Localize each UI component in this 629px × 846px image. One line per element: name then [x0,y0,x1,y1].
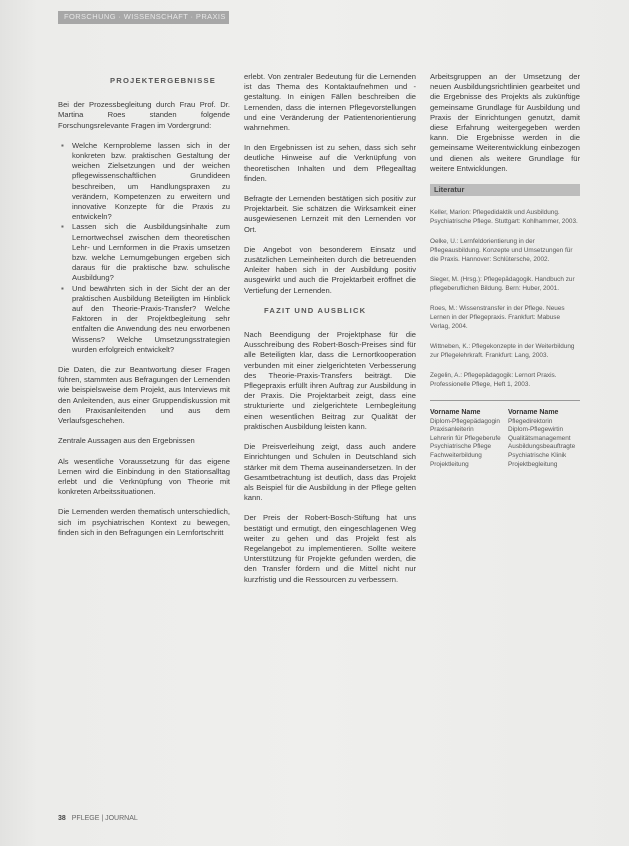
paragraph: Befragte der Lernenden bestätigen sich positiv zur Projektarbeit. Sie schätzen die Wirksamkeit einer ausgewiesenen Lernzeit mit den Lernenden vor Ort. [244,194,416,234]
author-line: Pflegedirektorin [508,417,553,425]
author-box [430,409,502,469]
heading-projektergebnisse: PROJEKTERGEBNISSE [110,76,217,85]
literature-entry: Roes, M.: Wissenstransfer in der Pflege. Neues Lernen in der Pflegepraxis. Frankfurt: Mabuse Verlag, 2004. [430,305,565,331]
author-line: Diplom-Pflegewirtin [508,426,564,434]
author-name: Vorname Name [430,409,481,417]
list-item: ▪ Und bewährten sich in der Sicht der an der praktischen Ausbildung Beteiligten im Hinblick auf den Theorie-Praxis-Transfer? Welche Faktoren in der Projektbegleitung sehr entfalten die Anwendung des neu erworbenen Wissens? Welche Umsetzungsstrategien wurden erfolgreich entwickelt? [72,284,230,355]
paragraph: Die Daten, die zur Beantwortung dieser Fragen führen, stammten aus Befragungen der Lernenden wie beispielsweise dem Projekt, aus Interviews mit den Anleitenden, aus einer Gruppendiskussion mit den Praxisanleitenden und aus dem Verlaufsgeschehen. [58,365,230,426]
literature-entry: Oelke, U.: Lernfeldorientierung in der Pflegeausbildung. Konzepte und Umsetzungen für die Praxis. Hannover: Schlütersche, 2002. [430,238,573,264]
author-line: Projektleitung [430,460,469,468]
paragraph: Als wesentliche Voraussetzung für das eigene Lernen wird die Einbindung in den Stationsalltag erlebt und die Verknüpfung von Theorie mit konkreten Arbeitssituationen. [58,456,230,497]
column-3 [430,72,580,469]
journal-name: PFLEGE | JOURNAL [71,815,138,822]
paragraph: Arbeitsgruppen an der Umsetzung der neuen Ausbildungsrichtlinien gearbeitet und die Ergebnisse des Projekts als zukünftige gemeinsame Grundlage für Ausbildung und Praxis der Einrichtungen genutzt, damit diese Erfahrung weitergegeben werden kann. Die Ergebnisse werden in die gemeinsame Weiterentwicklung einbezogen und dienen als weitere Grundlage für weitere Entwicklungen. [430,72,580,173]
author-box [508,409,580,469]
paragraph: Die Angebot von besonderem Einsatz und zusätzlichen Lerneinheiten durch die betreuenden Anleiter haben sich in der Ausbildung positiv ausgewirkt und auch die Projektarbeit eröffnet die Vertiefung der Lernenden. [244,244,416,295]
literature-entry: Keller, Marion: Pflegedidaktik und Ausbildung. Psychiatrische Pflege. Stuttgart: Kohlhammer, 2003. [430,209,578,226]
paragraph: Der Preis der Robert-Bosch-Stiftung hat uns bestätigt und ermutigt, den eingeschlagenen Weg weiter zu gehen und das Projekt fest als Regelangebot zu implementieren. Sollte weitere Unterstützung für Projekte gefunden werden, die den Transfer fördern und die Mittel nicht nur kurzfristig und die Ressourcen zu verbessern. [244,513,416,584]
author-line: Psychiatrische Pflege [430,443,492,451]
page-number: 38 [58,815,66,822]
divider [430,400,580,401]
author-line: Projektbegleitung [508,460,558,468]
author-line: Diplom-Pflegepädagogin [430,417,500,425]
section-header-label: FORSCHUNG · WISSENSCHAFT · PRAXIS [64,12,226,21]
column-2 [244,72,416,595]
list-item: ▪ Lassen sich die Ausbildungsinhalte zum Lernortwechsel zwischen dem theoretischen Lehr- und Lernformen in die Praxis umsetzen bzw. welche Lernumgebungen ergeben sich daraus für die praktische bzw. schulische Ausbildung? [72,222,230,283]
author-line: Qualitätsmanagement [508,434,571,442]
paragraph: Die Preisverleihung zeigt, dass auch andere Einrichtungen und Schulen in Deutschland sich stärker mit dem Thema auseinandersetzen. In der Gesamtbetrachtung ist deutlich, dass das Projekt als Beispiel für die Ausbildung in der Pflege gelten kann. [244,442,416,503]
column-1 [58,76,230,548]
subheading: Zentrale Aussagen aus den Ergebnissen [58,436,195,446]
author-name: Vorname Name [508,409,559,417]
literature-heading: Literatur [434,185,465,195]
heading-fazit: FAZIT UND AUSBLICK [264,305,367,315]
paragraph: Bei der Prozessbegleitung durch Frau Prof. Dr. Martina Roes standen folgende Forschungsrelevante Fragen im Vordergrund: [58,100,230,130]
literature-entry: Wittneben, K.: Pflegekonzepte in der Weiterbildung zur Pflegelehrkraft. Frankfurt: Lang, 2003. [430,343,575,360]
paragraph: erlebt. Von zentraler Bedeutung für die Lernenden ist das Thema des Kontaktaufnehmen und -gestaltung. In einigen Fällen beschreiben die Lernenden, dass die internen Pflegevorstellungen und eine Veränderung der Patientenorientierung wahrnehmen. [244,72,416,133]
author-line: Fachweiterbildung [430,452,482,459]
page-footer [58,815,138,822]
list-item: ▪ Welche Kernprobleme lassen sich in der konkreten bzw. praktischen Gestaltung der weichen Zielsetzungen und der weichen pflegewissenschaftlichen Grundideen beschreiben, um Handlungspraxen zu verändern, Kompetenzen zu erweitern und innovative Konzepte für die Praxis zu entwickeln? [72,141,230,223]
literature-header-bar [430,184,580,196]
paragraph: Die Lernenden werden thematisch unterschiedlich, sich im psychiatrischen Kontext zu bewegen, finden sich in den Befragungen ein Lernfortschritt [58,507,230,537]
question-list [58,141,230,355]
literature-entry: Sieger, M. (Hrsg.): Pflegepädagogik. Handbuch zur pflegeberuflichen Bildung. Bern: Huber, 2001. [430,276,575,293]
paragraph: Nach Beendigung der Projektphase für die Ausschreibung des Robert-Bosch-Preises sind für alle Beteiligten klar, dass die Lernortkooperation verbunden mit einer zielgerichteten Verbesserung des Theorie-Praxis-Transfers beiträgt. Die Pflegepraxis erfüllt ihren Auftrag zur Ausbildung in der Praxis. Die Projektarbeit zeigt, dass eine strukturierte und zielgerichtete Lernbegleitung einen wesentlichen Beitrag zur Qualität der praktischen Ausbildung leisten kann. [244,330,416,431]
author-line: Ausbildungsbeauftragte [508,443,576,451]
author-line: Psychiatrische Klinik [508,452,567,459]
section-header-bar [58,11,229,24]
author-line: Lehrerin für Pflegeberufe [430,434,501,442]
author-line: Praxisanleiterin [430,426,474,434]
paragraph: In den Ergebnissen ist zu sehen, dass sich sehr deutliche Hinweise auf die Verknüpfung von theoretischen Inhalten und dem Pflegealltag finden. [244,143,416,183]
author-boxes [430,409,580,469]
literature-entry: Zegelin, A.: Pflegepädagogik: Lernort Praxis. Professionelle Pflege, Heft 1, 2003. [430,372,557,389]
